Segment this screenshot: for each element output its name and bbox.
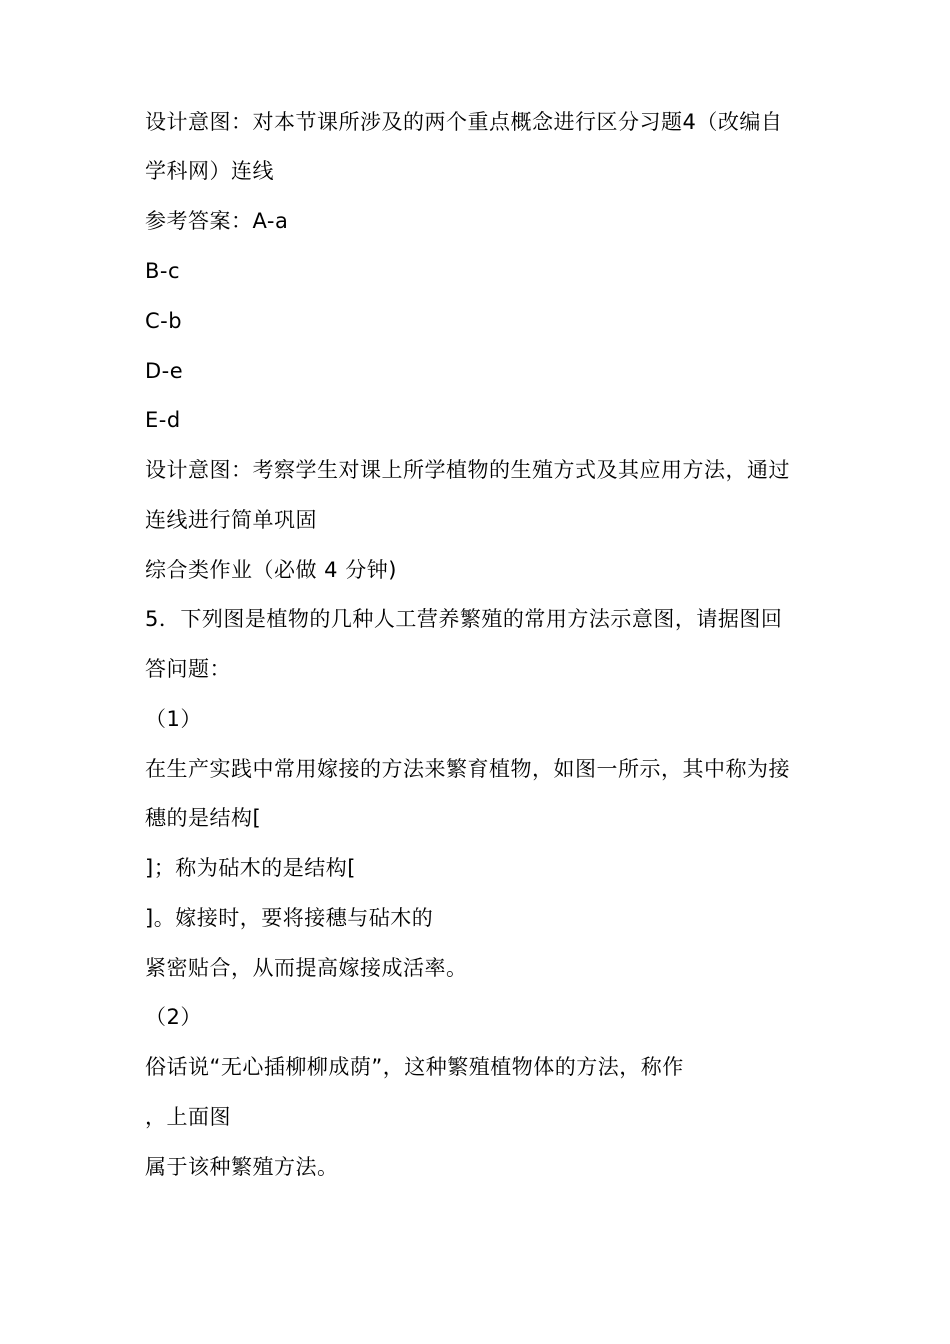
design-intent-2-line-1: 设计意图：考察学生对课上所学植物的生殖方式及其应用方法，通过	[145, 458, 790, 482]
answer-line-a: 参考答案：A-a	[145, 209, 289, 233]
section-heading: 综合类作业（必做 4 分钟)	[145, 558, 397, 582]
answer-line-e: E-d	[145, 408, 181, 432]
design-intent-2-line-2: 连线进行简单巩固	[145, 508, 317, 532]
subquestion-1-line-2: 穗的是结构[	[145, 806, 262, 830]
question-5-line-1: 5．下列图是植物的几种人工营养繁殖的常用方法示意图，请据图回	[145, 607, 783, 631]
subquestion-1-label: （1）	[145, 707, 202, 731]
design-intent-line-2: 学科网）连线	[145, 159, 274, 183]
answer-line-d: D-e	[145, 359, 184, 383]
answer-line-b: B-c	[145, 259, 181, 283]
question-5-line-2: 答问题：	[145, 657, 231, 681]
design-intent-line-1: 设计意图：对本节课所涉及的两个重点概念进行区分习题4（改编自	[145, 110, 783, 134]
subquestion-1-line-1: 在生产实践中常用嫁接的方法来繁育植物，如图一所示，其中称为接	[145, 757, 790, 781]
answer-line-c: C-b	[145, 309, 183, 333]
subquestion-1-line-5: 紧密贴合，从而提高嫁接成活率。	[145, 956, 468, 980]
subquestion-2-line-1: 俗话说“无心插柳柳成荫”，这种繁殖植物体的方法，称作	[145, 1055, 684, 1079]
subquestion-2-line-2: ，上面图	[145, 1105, 231, 1129]
subquestion-2-line-3: 属于该种繁殖方法。	[145, 1155, 339, 1179]
subquestion-2-label: （2）	[145, 1005, 202, 1029]
subquestion-1-line-3: ]；称为砧木的是结构[	[145, 856, 356, 880]
subquestion-1-line-4: ]。嫁接时，要将接穗与砧木的	[145, 906, 434, 930]
